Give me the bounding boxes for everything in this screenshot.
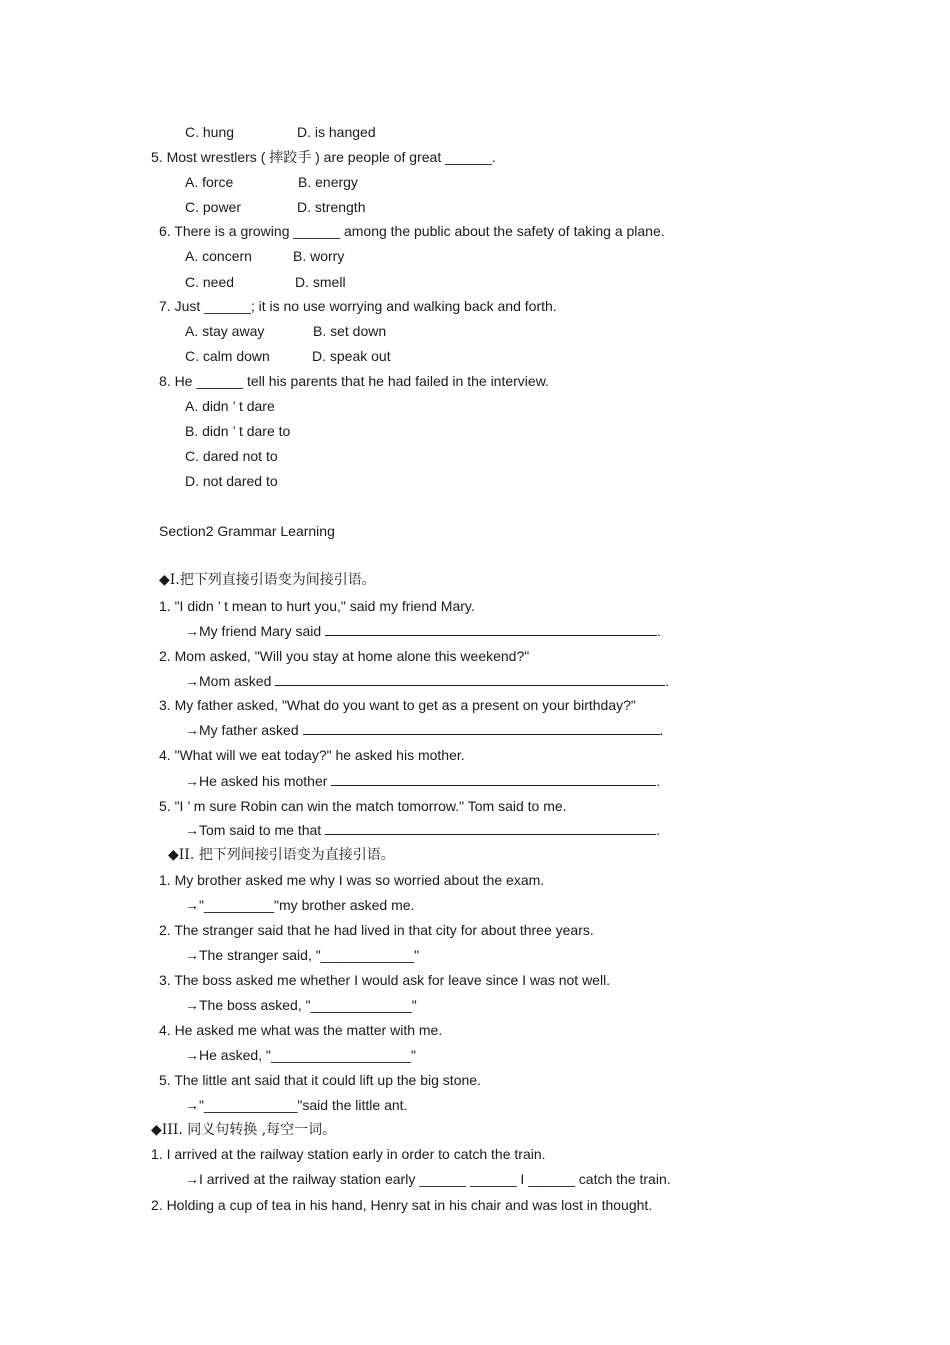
part1-answer-3: →My father asked . bbox=[185, 722, 664, 738]
part2-question-1: 1. My brother asked me why I was so worried about the exam. bbox=[159, 872, 545, 888]
part2-question-5: 5. The little ant said that it could lift up the big stone. bbox=[159, 1072, 481, 1088]
q8-option-c: C. dared not to bbox=[185, 448, 278, 464]
answer-blank[interactable] bbox=[325, 822, 656, 835]
answer-prompt: →My friend Mary said bbox=[185, 623, 322, 639]
q7-option-a: A. stay away bbox=[185, 323, 265, 339]
part2-answer-5[interactable]: →"____________"said the little ant. bbox=[185, 1097, 408, 1113]
part1-question-2: 2. Mom asked, "Will you stay at home alone this weekend?" bbox=[159, 648, 530, 664]
answer-blank[interactable] bbox=[275, 673, 665, 686]
part3-answer-1[interactable]: →I arrived at the railway station early ______ ______ I ______ catch the train. bbox=[185, 1171, 671, 1187]
part1-question-1: 1. "I didn ’ t mean to hurt you," said my friend Mary. bbox=[159, 598, 475, 614]
part1-question-3: 3. My father asked, "What do you want to get as a present on your birthday?" bbox=[159, 697, 636, 713]
q8-option-d: D. not dared to bbox=[185, 473, 278, 489]
part1-answer-4: →He asked his mother . bbox=[185, 773, 661, 789]
answer-blank[interactable] bbox=[303, 722, 660, 735]
q8-option-a: A. didn ’ t dare bbox=[185, 398, 275, 414]
q4-option-c: C. hung bbox=[185, 124, 235, 140]
answer-prompt: →He asked his mother bbox=[185, 773, 328, 789]
part1-answer-1: →My friend Mary said . bbox=[185, 623, 661, 639]
q6-option-b: B. worry bbox=[293, 248, 345, 264]
q7-option-d: D. speak out bbox=[312, 348, 391, 364]
part2-question-3: 3. The boss asked me whether I would ask for leave since I was not well. bbox=[159, 972, 611, 988]
question-5: 5. Most wrestlers ( 摔跤手 ) are people of great ______. bbox=[151, 149, 496, 165]
part1-answer-5: →Tom said to me that . bbox=[185, 822, 660, 838]
question-6: 6. There is a growing ______ among the public about the safety of taking a plane. bbox=[159, 223, 665, 239]
answer-prompt: →Tom said to me that bbox=[185, 822, 322, 838]
q5-option-a: A. force bbox=[185, 174, 234, 190]
q5-option-b: B. energy bbox=[298, 174, 358, 190]
part1-heading: ◆I.把下列直接引语变为间接引语。 bbox=[159, 572, 376, 588]
q6-option-d: D. smell bbox=[295, 274, 346, 290]
q6-option-a: A. concern bbox=[185, 248, 252, 264]
answer-blank[interactable] bbox=[331, 773, 656, 786]
part1-answer-2: →Mom asked . bbox=[185, 673, 670, 689]
q8-option-b: B. didn ’ t dare to bbox=[185, 423, 291, 439]
part3-question-1: 1. I arrived at the railway station early in order to catch the train. bbox=[151, 1146, 546, 1162]
q5-option-c: C. power bbox=[185, 199, 242, 215]
section-title: Section2 Grammar Learning bbox=[159, 523, 335, 539]
question-8: 8. He ______ tell his parents that he had failed in the interview. bbox=[159, 373, 549, 389]
part1-question-4: 4. "What will we eat today?" he asked his mother. bbox=[159, 747, 465, 763]
answer-blank[interactable] bbox=[325, 623, 657, 636]
part2-question-2: 2. The stranger said that he had lived in that city for about three years. bbox=[159, 922, 594, 938]
answer-prompt: →Mom asked bbox=[185, 673, 272, 689]
q7-option-b: B. set down bbox=[313, 323, 387, 339]
part2-heading: ◆II. 把下列间接引语变为直接引语。 bbox=[168, 847, 395, 863]
part2-answer-4[interactable]: →He asked, "__________________" bbox=[185, 1047, 417, 1063]
part2-answer-1[interactable]: →"_________"my brother asked me. bbox=[185, 897, 415, 913]
question-7: 7. Just ______; it is no use worrying and walking back and forth. bbox=[159, 298, 557, 314]
answer-prompt: →My father asked bbox=[185, 722, 299, 738]
part1-question-5: 5. "I ’ m sure Robin can win the match tomorrow." Tom said to me. bbox=[159, 798, 567, 814]
q6-option-c: C. need bbox=[185, 274, 235, 290]
q5-option-d: D. strength bbox=[297, 199, 366, 215]
part2-answer-3[interactable]: →The boss asked, "_____________" bbox=[185, 997, 417, 1013]
part2-question-4: 4. He asked me what was the matter with me. bbox=[159, 1022, 443, 1038]
q4-option-d: D. is hanged bbox=[297, 124, 376, 140]
part3-heading: ◆III. 同义句转换 ,每空一词。 bbox=[151, 1122, 337, 1138]
part3-question-2: 2. Holding a cup of tea in his hand, Henry sat in his chair and was lost in thought. bbox=[151, 1197, 653, 1213]
part2-answer-2[interactable]: →The stranger said, "____________" bbox=[185, 947, 420, 963]
q7-option-c: C. calm down bbox=[185, 348, 270, 364]
